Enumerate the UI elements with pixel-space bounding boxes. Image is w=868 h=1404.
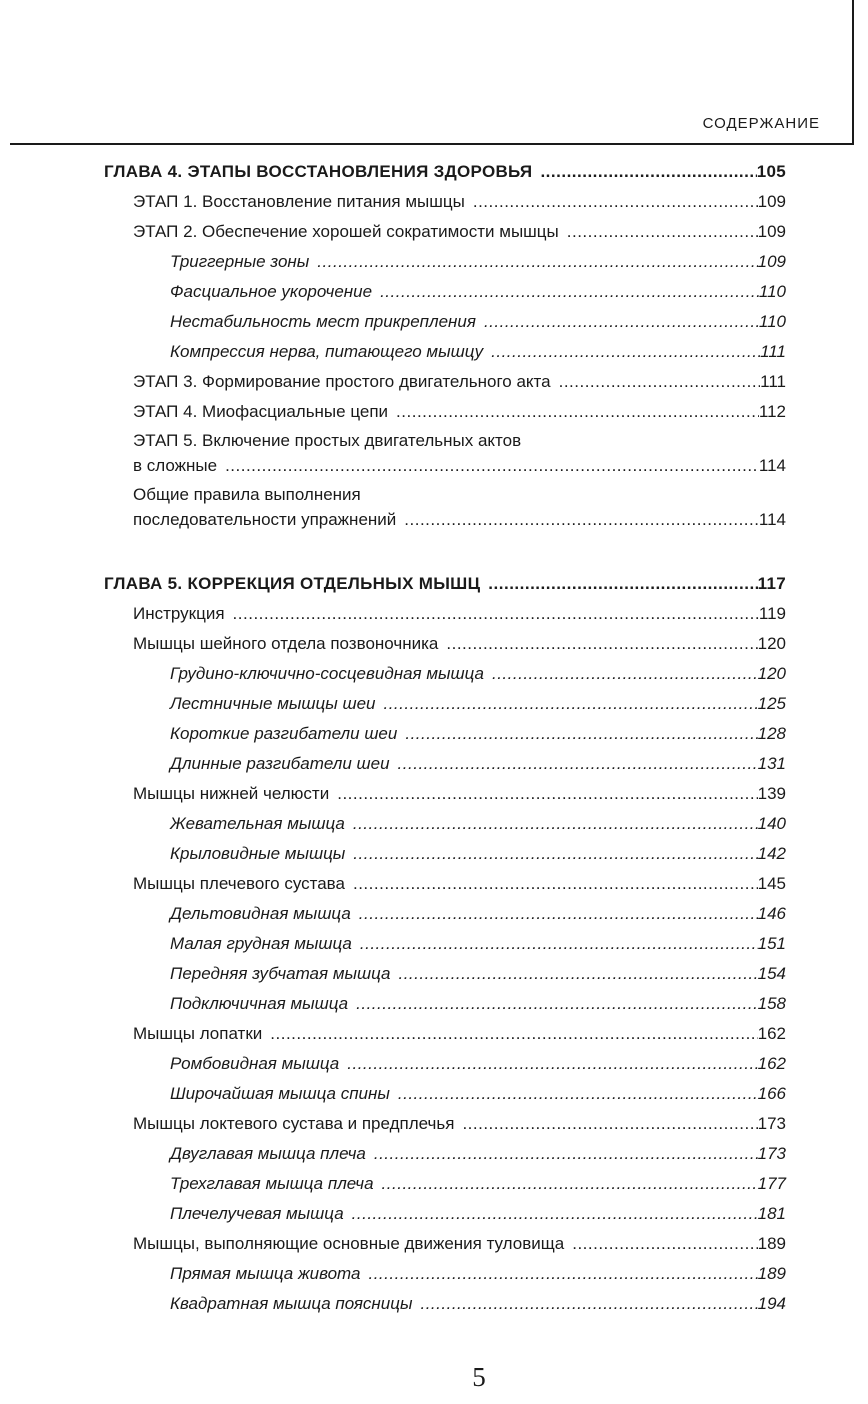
- toc-chapter-5[interactable]: ГЛАВА 5. КОРРЕКЦИЯ ОТДЕЛЬНЫХ МЫШЦ ..... 117: [104, 572, 786, 596]
- toc-entry[interactable]: ЭТАП 4. Миофасциальные цепи ..... 112: [133, 400, 786, 424]
- toc-subentry[interactable]: Длинные разгибатели шеи ..... 131: [170, 752, 786, 776]
- toc-subentry[interactable]: Лестничные мышцы шеи ..... 125: [170, 692, 786, 716]
- toc-subentry[interactable]: Ромбовидная мышца ..... 162: [170, 1052, 786, 1076]
- toc-entry[interactable]: Инструкция ..... 119: [133, 602, 786, 626]
- toc-subentry[interactable]: Короткие разгибатели шеи ..... 128: [170, 722, 786, 746]
- toc-entry[interactable]: Мышцы лопатки ..... 162: [133, 1022, 786, 1046]
- toc-subentry[interactable]: Крыловидные мышцы ..... 142: [170, 842, 786, 866]
- toc-entry[interactable]: Мышцы плечевого сустава ..... 145: [133, 872, 786, 896]
- toc-entry[interactable]: Мышцы локтевого сустава и предплечья ..... 173: [133, 1112, 786, 1136]
- toc-subentry[interactable]: Дельтовидная мышца ..... 146: [170, 902, 786, 926]
- toc-entry[interactable]: Мышцы нижней челюсти ..... 139: [133, 782, 786, 806]
- toc-entry[interactable]: в сложные ..... 114: [133, 454, 786, 478]
- toc-entry[interactable]: Мышцы шейного отдела позвоночника ..... 120: [133, 632, 786, 656]
- toc-entry[interactable]: ЭТАП 3. Формирование простого двигательного акта ..... 111: [133, 370, 786, 394]
- toc-subentry[interactable]: Плечелучевая мышца ..... 181: [170, 1202, 786, 1226]
- page-number: 5: [472, 1362, 486, 1392]
- toc-subentry[interactable]: Подключичная мышца ..... 158: [170, 992, 786, 1016]
- toc-entry[interactable]: ЭТАП 1. Восстановление питания мышцы ..... 109: [133, 190, 786, 214]
- toc-subentry[interactable]: Прямая мышца живота ..... 189: [170, 1262, 786, 1286]
- toc-subentry[interactable]: Фасциальное укорочение ..... 110: [170, 280, 786, 304]
- toc-subentry[interactable]: Трехглавая мышца плеча ..... 177: [170, 1172, 786, 1196]
- toc-entry[interactable]: последовательности упражнений ..... 114: [133, 508, 786, 532]
- toc-subentry[interactable]: Компрессия нерва, питающего мышцу ..... 111: [170, 340, 786, 364]
- toc-subentry[interactable]: Грудино-ключично-сосцевидная мышца ..... 120: [170, 662, 786, 686]
- toc-subentry[interactable]: Широчайшая мышца спины ..... 166: [170, 1082, 786, 1106]
- toc-entry-first-line[interactable]: ЭТАП 5. Включение простых двигательных актов: [133, 431, 522, 450]
- toc-subentry[interactable]: Жевательная мышца ..... 140: [170, 812, 786, 836]
- toc-subentry[interactable]: Передняя зубчатая мышца ..... 154: [170, 962, 786, 986]
- toc-subentry[interactable]: Триггерные зоны ..... 109: [170, 250, 786, 274]
- running-header: СОДЕРЖАНИЕ: [702, 115, 820, 132]
- toc-subentry[interactable]: Нестабильность мест прикрепления ..... 110: [170, 310, 786, 334]
- toc-subentry[interactable]: Квадратная мышца поясницы ..... 194: [170, 1292, 786, 1316]
- toc-chapter-4[interactable]: ГЛАВА 4. ЭТАПЫ ВОССТАНОВЛЕНИЯ ЗДОРОВЬЯ ..... 105: [104, 160, 786, 184]
- toc-entry-first-line[interactable]: Общие правила выполнения: [133, 485, 361, 504]
- toc-subentry[interactable]: Двуглавая мышца плеча ..... 173: [170, 1142, 786, 1166]
- toc-entry[interactable]: Мышцы, выполняющие основные движения туловища ..... 189: [133, 1232, 786, 1256]
- toc-subentry[interactable]: Малая грудная мышца ..... 151: [170, 932, 786, 956]
- toc-entry[interactable]: ЭТАП 2. Обеспечение хорошей сократимости мышцы ..... 109: [133, 220, 786, 244]
